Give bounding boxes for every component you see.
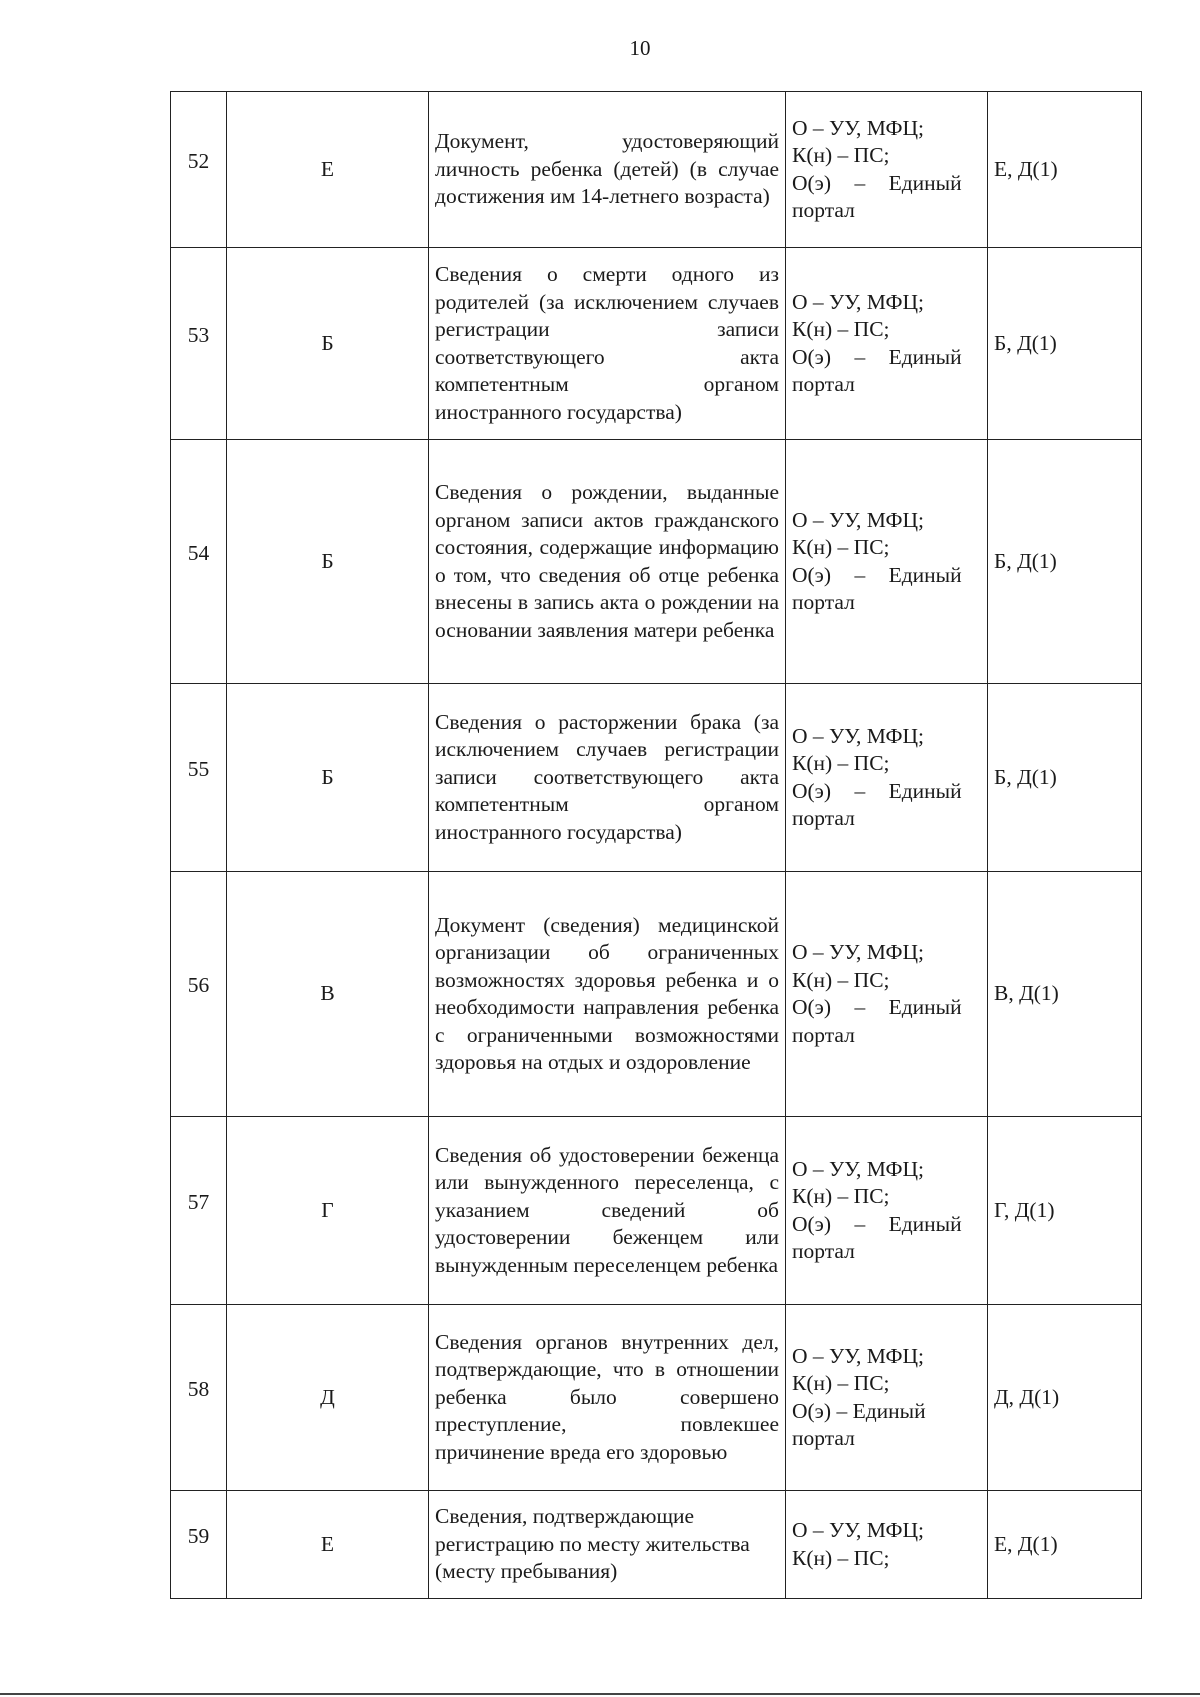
category-cell: Б: [227, 440, 429, 684]
method-line: О(э) – Единый: [792, 778, 962, 803]
table-row: [171, 440, 1142, 684]
code-cell: Г, Д(1): [988, 1117, 1142, 1305]
code-cell: Б, Д(1): [988, 440, 1142, 684]
method-line: О – УУ, МФЦ;: [792, 940, 925, 964]
submission-method-cell: [786, 440, 988, 684]
submission-method-cell: [786, 1491, 988, 1599]
method-line: О – УУ, МФЦ;: [792, 1156, 925, 1181]
method-line: К(н) – ПС;: [792, 967, 890, 992]
method-line: К(н) – ПС;: [792, 1371, 890, 1395]
document-name-cell: Сведения об удостоверении беженца или вынужденного переселенца, с указанием сведений об удостоверении беженцем или вынужденным переселенцем ребенка: [429, 1117, 786, 1305]
method-line: О – УУ, МФЦ;: [792, 1343, 925, 1368]
method-line: К(н) – ПС;: [792, 1545, 890, 1570]
method-line: О – УУ, МФЦ;: [792, 507, 925, 532]
code-cell: Е, Д(1): [988, 92, 1142, 248]
method-line: портал: [792, 1239, 855, 1263]
submission-method-cell: [786, 248, 988, 440]
method-line: К(н) – ПС;: [792, 535, 890, 559]
submission-method-cell: [786, 1305, 988, 1491]
table-row: [171, 1491, 1142, 1599]
code-cell: Б, Д(1): [988, 684, 1142, 872]
code-cell: В, Д(1): [988, 872, 1142, 1117]
row-number: 55: [171, 684, 227, 872]
row-number: 57: [171, 1117, 227, 1305]
row-number: 52: [171, 92, 227, 248]
category-cell: Б: [227, 248, 429, 440]
documents-table: [170, 91, 1142, 1599]
document-name-cell: Сведения, подтверждающие регистрацию по месту жительства (месту пребывания): [429, 1491, 786, 1599]
table-row: [171, 1117, 1142, 1305]
category-cell: В: [227, 872, 429, 1117]
table-row: [171, 1305, 1142, 1491]
method-line: О(э) – Единый: [792, 1398, 926, 1423]
document-name-cell: Сведения о расторжении брака (за исключением случаев регистрации записи соответствующего акта компетентным органом иностранного государства): [429, 684, 786, 872]
method-line: О(э) – Единый: [792, 995, 962, 1019]
method-line: О – УУ, МФЦ;: [792, 289, 925, 314]
code-cell: Д, Д(1): [988, 1305, 1142, 1491]
submission-method-cell: [786, 872, 988, 1117]
code-cell: Е, Д(1): [988, 1491, 1142, 1599]
table-row: [171, 872, 1142, 1117]
method-line: О(э) – Единый: [792, 344, 962, 369]
document-name-cell: Документ, удостоверяющий личность ребенка (детей) (в случае достижения им 14-летнего возраста): [429, 92, 786, 248]
method-line: портал: [792, 590, 855, 614]
document-name-cell: Сведения органов внутренних дел, подтверждающие, что в отношении ребенка было совершено преступление, повлекшее причинение вреда его здоровью: [429, 1305, 786, 1491]
method-line: портал: [792, 1426, 855, 1450]
method-line: О(э) – Единый: [792, 170, 962, 195]
page-number: 10: [629, 36, 651, 60]
submission-method-cell: [786, 684, 988, 872]
table-row: [171, 684, 1142, 872]
method-line: О – УУ, МФЦ;: [792, 115, 925, 140]
category-cell: Е: [227, 1491, 429, 1599]
table-row: [171, 92, 1142, 248]
row-number: 56: [171, 872, 227, 1117]
category-cell: Е: [227, 92, 429, 248]
document-name-cell: Документ (сведения) медицинской организации об ограниченных возможностях здоровья ребенка и о необходимости направления ребенка с ограниченными возможностями здоровья на отдых и оздоровление: [429, 872, 786, 1117]
submission-method-cell: [786, 1117, 988, 1305]
method-line: О – УУ, МФЦ;: [792, 723, 925, 748]
method-line: О(э) – Единый: [792, 562, 962, 587]
method-line: портал: [792, 1022, 855, 1047]
method-line: К(н) – ПС;: [792, 143, 890, 167]
page-bottom-edge: [0, 1693, 1200, 1695]
method-line: портал: [792, 198, 855, 222]
submission-method-cell: [786, 92, 988, 248]
method-line: портал: [792, 372, 855, 396]
method-line: портал: [792, 806, 855, 830]
method-line: О(э) – Единый: [792, 1211, 962, 1236]
category-cell: Г: [227, 1117, 429, 1305]
row-number: 58: [171, 1305, 227, 1491]
code-cell: Б, Д(1): [988, 248, 1142, 440]
document-name-cell: Сведения о рождении, выданные органом записи актов гражданского состояния, содержащие информацию о том, что сведения об отце ребенка внесены в запись акта о рождении на основании заявления матери ребенка: [429, 440, 786, 684]
method-line: О – УУ, МФЦ;: [792, 1518, 925, 1542]
document-name-cell: Сведения о смерти одного из родителей (за исключением случаев регистрации записи соответствующего акта компетентным органом иностранного государства): [429, 248, 786, 440]
method-line: К(н) – ПС;: [792, 1184, 890, 1208]
table-row: [171, 248, 1142, 440]
category-cell: Б: [227, 684, 429, 872]
method-line: К(н) – ПС;: [792, 317, 890, 341]
category-cell: Д: [227, 1305, 429, 1491]
row-number: 59: [171, 1491, 227, 1599]
row-number: 53: [171, 248, 227, 440]
method-line: К(н) – ПС;: [792, 751, 890, 775]
row-number: 54: [171, 440, 227, 684]
